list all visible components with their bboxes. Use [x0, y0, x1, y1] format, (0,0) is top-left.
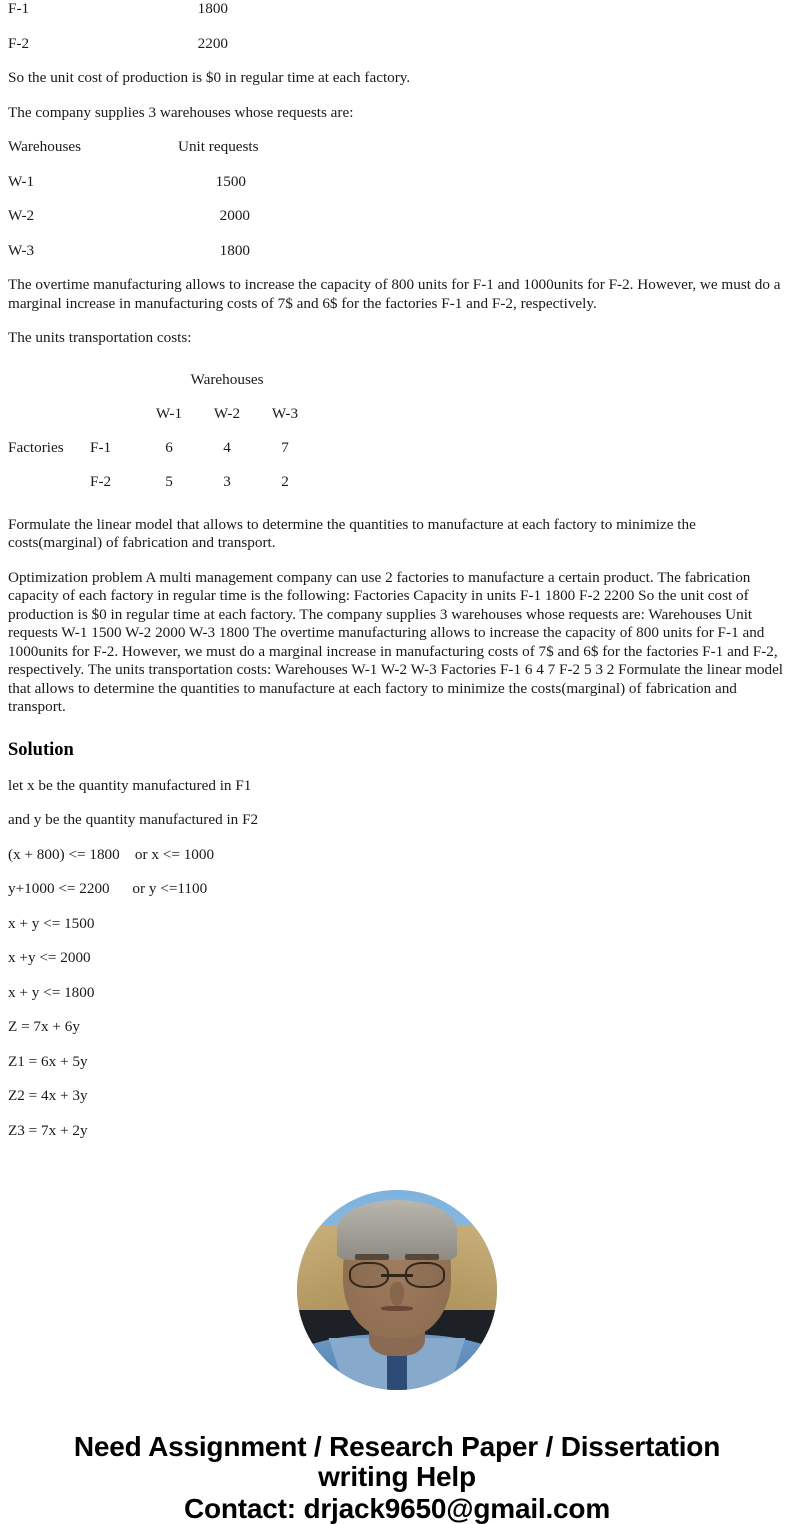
warehouse-header-label: Warehouses [8, 138, 81, 155]
warehouse-header-value: Unit requests [178, 138, 259, 155]
avatar [297, 1190, 497, 1390]
matrix-cell: 7 [281, 439, 289, 457]
table-row [8, 242, 786, 261]
avatar-container [8, 1190, 786, 1390]
paragraph-transport-intro: The units transportation costs: [8, 329, 192, 346]
matrix-row-group-header: Factories [8, 439, 64, 457]
matrix-cell: 6 [165, 439, 173, 457]
solution-line: x + y <= 1500 [8, 914, 95, 932]
capacity-row-label: F-2 [8, 34, 30, 52]
paragraph-supplies-intro: The company supplies 3 warehouses whose requests are: [8, 103, 354, 121]
solution-line: Z2 = 4x + 3y [8, 1087, 88, 1104]
solution-line: and y be the quantity manufactured in F2 [8, 811, 259, 828]
table-row [8, 466, 314, 500]
solution-line: (x + 800) <= 1800 or x <= 1000 [8, 845, 215, 863]
matrix-spacer [80, 398, 140, 432]
matrix-spacer [8, 466, 80, 500]
capacity-row-label: F-1 [8, 0, 30, 17]
matrix-cell: 5 [165, 473, 173, 491]
solution-line: Z3 = 7x + 2y [8, 1121, 88, 1139]
promo-contact-email: Contact: drjack9650@gmail.com [183, 1493, 611, 1524]
matrix-cell: 2 [281, 473, 289, 491]
paragraph-formulate: Formulate the linear model that allows to determine the quantities to manufacture at each factory to minimize the costs(marginal) of fabrication and transport. [8, 515, 696, 551]
matrix-col-header: W-2 [213, 405, 241, 423]
matrix-spacer [8, 398, 80, 432]
avatar-nose [390, 1282, 404, 1306]
table-header-row [8, 138, 786, 157]
warehouse-row-value: 2000 [219, 207, 250, 224]
matrix-cell: 4 [223, 439, 231, 457]
solution-line: let x be the quantity manufactured in F1 [8, 776, 252, 794]
capacity-table [8, 0, 786, 53]
promo-line-1: Need Assignment / Research Paper / Dissertation [73, 1431, 721, 1462]
capacity-row-value: 2200 [197, 34, 228, 52]
matrix-cell: 3 [223, 473, 231, 491]
promo-line-2: writing Help [318, 1461, 476, 1492]
avatar-hair [337, 1200, 457, 1260]
matrix-group-header: Warehouses [190, 371, 264, 389]
table-row [8, 35, 786, 54]
matrix-row-header: F-1 [90, 439, 112, 457]
paragraph-full-restatement: Optimization problem A multi management company can use 2 factories to manufacture a certain product. The fabrication capacity of each factory in regular time is the following: Factories Capacity in units F-1 1800 F-2 2200 So the unit cost of production is $0 in regular time at each factory. The company supplies 3 warehouses whose requests are: Warehouses Unit requests W-1 1500 W-2 2000 W-3 1800 The overtime manufacturing allows to increase the capacity of 800 units for F-1 and 1000units for F-2. However, we must do a marginal increase in manufacturing costs of 7$ and 6$ for the factories F-1 and F-2, respectively. The units transportation costs: Warehouses W-1 W-2 W-3 Factories F-1 6 4 7 F-2 5 3 2 Formulate the linear model that allows to determine the quantities to manufacture at each factory to minimize the costs(marginal) of fabrication and transport. [8, 568, 784, 715]
paragraph-overtime: The overtime manufacturing allows to increase the capacity of 800 units for F-1 and 1000units for F-2. However, we must do a marginal increase in manufacturing costs of 7$ and 6$ for the factories F-1 and F-2, respectively. [8, 276, 781, 312]
solution-line: Z = 7x + 6y [8, 1018, 80, 1035]
warehouse-row-value: 1800 [219, 241, 250, 259]
capacity-row-value: 1800 [197, 0, 228, 17]
warehouse-row-label: W-2 [8, 207, 35, 224]
avatar-eyebrow-right [405, 1254, 439, 1260]
solution-heading: Solution [8, 739, 74, 760]
warehouse-row-label: W-1 [8, 172, 35, 190]
solution-line: x + y <= 1800 [8, 983, 95, 1001]
avatar-eyebrow-left [355, 1254, 389, 1260]
avatar-mouth [381, 1306, 413, 1311]
matrix-row-header: F-2 [90, 473, 112, 491]
warehouse-row-label: W-3 [8, 241, 35, 259]
matrix-spacer [8, 364, 80, 398]
table-row [8, 432, 314, 466]
matrix-group-header-row [8, 364, 314, 398]
paragraph-unit-cost: So the unit cost of production is $0 in regular time at each factory. [8, 69, 411, 86]
matrix-col-header: W-3 [271, 405, 299, 423]
table-row [8, 207, 786, 226]
warehouse-row-value: 1500 [215, 172, 246, 190]
transport-cost-matrix [8, 364, 314, 500]
matrix-col-header: W-1 [155, 405, 183, 423]
table-row [8, 173, 786, 192]
avatar-glasses-bridge [381, 1274, 413, 1277]
solution-line: x +y <= 2000 [8, 949, 91, 966]
solution-line: y+1000 <= 2200 or y <=1100 [8, 880, 208, 897]
warehouse-requests-table [8, 138, 786, 260]
matrix-spacer [80, 364, 140, 398]
matrix-column-header-row [8, 398, 314, 432]
solution-line: Z1 = 6x + 5y [8, 1052, 88, 1070]
promo-footer [8, 1432, 786, 1524]
table-row [8, 0, 786, 19]
